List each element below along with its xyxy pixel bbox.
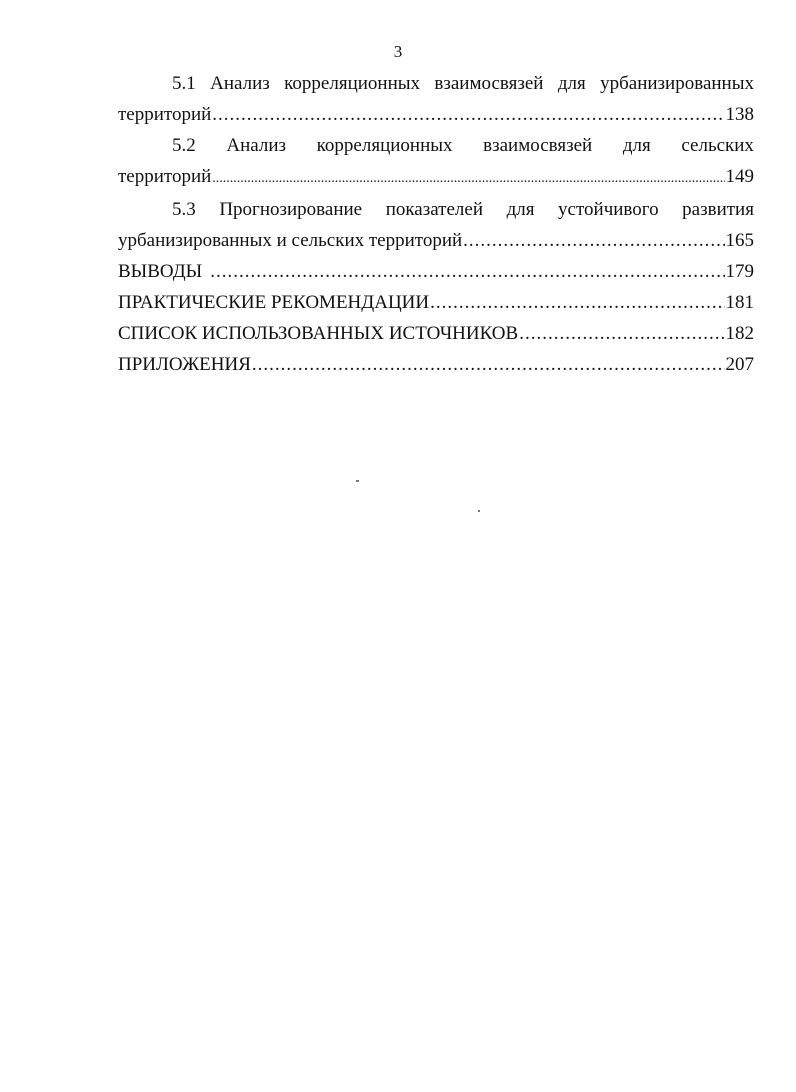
toc-word: устойчивого xyxy=(558,199,659,220)
toc-word: взаимосвязей xyxy=(483,135,593,156)
toc-entry-leader-line xyxy=(118,99,754,130)
toc-entry-text: ВЫВОДЫ xyxy=(118,261,203,282)
toc-entry-leader-line xyxy=(118,225,754,256)
toc-entry-text: территорий xyxy=(118,104,212,125)
toc-word: 5.1 xyxy=(172,73,196,94)
dot-leader xyxy=(519,318,724,349)
toc-word: развития xyxy=(682,199,754,220)
dot-leader xyxy=(252,349,725,380)
toc-entry-conclusions xyxy=(118,256,754,287)
toc-word: урбанизированных xyxy=(600,73,754,94)
toc-word: взаимосвязей xyxy=(434,73,544,94)
toc-page-number: 181 xyxy=(725,292,754,313)
dot-leader xyxy=(430,287,724,318)
dot-leader xyxy=(210,256,724,287)
toc-page-number: 138 xyxy=(725,104,754,125)
toc-word: 5.2 xyxy=(172,135,196,156)
toc-entry-5-2 xyxy=(118,130,754,194)
table-of-contents xyxy=(118,68,754,380)
toc-word: показателей xyxy=(385,199,483,220)
toc-page-number: 165 xyxy=(725,230,754,251)
toc-word: для xyxy=(506,199,535,220)
toc-page-number: 182 xyxy=(725,323,754,344)
toc-entry-5-1 xyxy=(118,68,754,130)
dot-leader xyxy=(212,99,724,130)
toc-entry-title-line xyxy=(118,130,754,161)
toc-word: для xyxy=(557,73,586,94)
scan-speck xyxy=(356,480,359,482)
toc-entry-recommendations xyxy=(118,287,754,318)
toc-entry-text: урбанизированных и сельских территорий xyxy=(118,230,463,251)
toc-entry-text: ПРИЛОЖЕНИЯ xyxy=(118,354,251,375)
toc-word: Анализ xyxy=(226,135,287,156)
toc-word: корреляционных xyxy=(284,73,421,94)
toc-word: для xyxy=(622,135,651,156)
toc-entry-text: территорий xyxy=(118,166,212,187)
toc-entry-leader-line xyxy=(118,161,754,194)
toc-word: 5.3 xyxy=(172,199,196,220)
toc-entry-appendices xyxy=(118,349,754,380)
toc-entry-title-line xyxy=(118,194,754,225)
toc-word: Прогнозирование xyxy=(219,199,363,220)
toc-page-number: 207 xyxy=(725,354,754,375)
toc-entry-5-3 xyxy=(118,194,754,256)
page-number: 3 xyxy=(393,42,403,61)
dot-leader xyxy=(212,163,724,194)
toc-page-number: 149 xyxy=(725,166,754,187)
toc-page-number: 179 xyxy=(725,261,754,282)
toc-word: Анализ xyxy=(210,73,270,94)
toc-entry-text: СПИСОК ИСПОЛЬЗОВАННЫХ ИСТОЧНИКОВ xyxy=(118,323,519,344)
toc-entry-references xyxy=(118,318,754,349)
dot-leader xyxy=(463,225,724,256)
toc-entry-text: ПРАКТИЧЕСКИЕ РЕКОМЕНДАЦИИ xyxy=(118,292,430,313)
toc-word: корреляционных xyxy=(316,135,453,156)
toc-entry-title-line xyxy=(118,68,754,99)
toc-word: сельских xyxy=(681,135,754,156)
scan-speck xyxy=(478,510,480,512)
